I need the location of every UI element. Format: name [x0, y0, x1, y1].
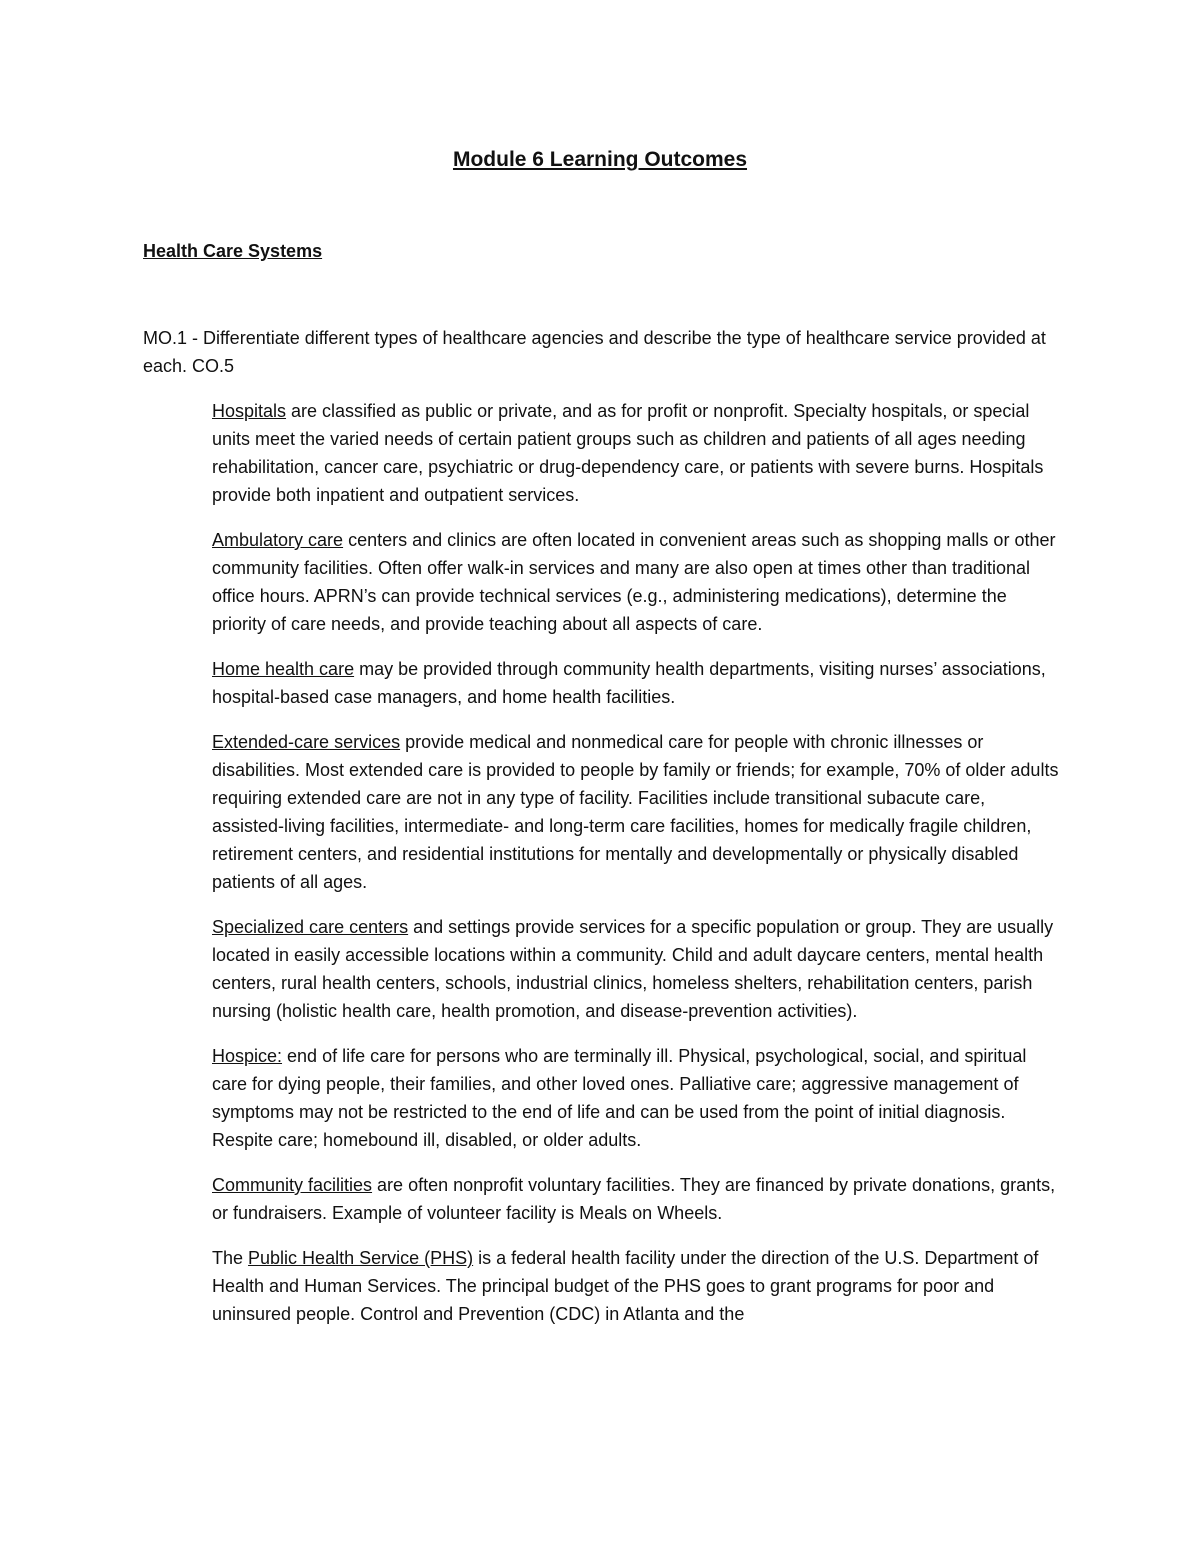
entry-prefix: The	[212, 1248, 249, 1268]
entry-text: and settings provide services for a specific population or group. They are usually located in easily accessible locations within a community. Child and adult daycare centers, mental health centers, rural health centers, schools, industrial clinics, homeless shelters, rehabilitation centers, parish nursing (holistic health care, health promotion, and disease-prevention activities).	[212, 917, 1054, 1021]
entry-public-health-service	[212, 1244, 1062, 1328]
learning-objective	[143, 324, 1053, 380]
entry-text: end of life care for persons who are terminally ill. Physical, psychological, social, and spiritual care for dying people, their families, and other loved ones. Palliative care; aggressive management of symptoms may not be restricted to the end of life and can be used from the point of initial diagnosis. Respite care; homebound ill, disabled, or older adults.	[212, 1046, 1027, 1150]
page-title: Module 6 Learning Outcomes	[452, 148, 748, 171]
entry-list	[212, 397, 1062, 1345]
entry-home-health-care	[212, 655, 1062, 711]
entry-ambulatory-care	[212, 526, 1062, 638]
entry-text: centers and clinics are often located in convenient areas such as shopping malls or other community facilities. Often offer walk-in services and many are also open at times other than traditional office hours. APRN’s can provide technical services (e.g., administering medications), determine the priority of care needs, and provide teaching about all aspects of care.	[212, 530, 1056, 634]
objective-text: - Differentiate different types of healthcare agencies and describe the type of healthcare service provided at each. CO.5	[143, 328, 1046, 376]
entry-text: are often nonprofit voluntary facilities. They are financed by private donations, grants, or fundraisers. Example of volunteer facility is Meals on Wheels.	[212, 1175, 1056, 1223]
entry-term: Public Health Service (PHS)	[248, 1248, 474, 1268]
entry-hospice	[212, 1042, 1062, 1154]
entry-term: Ambulatory care	[212, 530, 344, 550]
entry-term: Community facilities	[212, 1175, 373, 1195]
entry-hospitals	[212, 397, 1062, 509]
entry-community-facilities	[212, 1171, 1062, 1227]
entry-term: Extended-care services	[212, 732, 401, 752]
entry-term: Home health care	[212, 659, 355, 679]
entry-specialized-care	[212, 913, 1062, 1025]
entry-term: Hospice:	[212, 1046, 283, 1066]
entry-text: may be provided through community health departments, visiting nurses’ associations, hospital-based case managers, and home health facilities.	[212, 659, 1046, 707]
entry-text: are classified as public or private, and as for profit or nonprofit. Specialty hospitals, or special units meet the varied needs of certain patient groups such as children and patients of all ages needing rehabilitation, cancer care, psychiatric or drug-dependency care, or patients with severe burns. Hospitals provide both inpatient and outpatient services.	[212, 401, 1044, 505]
entry-text: is a federal health facility under the direction of the U.S. Department of Health and Human Services. The principal budget of the PHS goes to grant programs for poor and uninsured people. Control and Prevention (CDC) in Atlanta and the	[212, 1248, 1039, 1324]
entry-term: Hospitals	[212, 401, 287, 421]
section-heading: Health Care Systems	[143, 241, 323, 261]
objective-code: MO.1	[143, 328, 188, 348]
entry-text: provide medical and nonmedical care for people with chronic illnesses or disabilities. Most extended care is provided to people by family or friends; for example, 70% of older adults requiring extended care are not in any type of facility. Facilities include transitional subacute care, assisted-living facilities, intermediate- and long-term care facilities, homes for medically fragile children, retirement centers, and residential institutions for mentally and developmentally or physically disabled patients of all ages.	[212, 732, 1059, 892]
entry-term: Specialized care centers	[212, 917, 409, 937]
entry-extended-care	[212, 728, 1062, 896]
